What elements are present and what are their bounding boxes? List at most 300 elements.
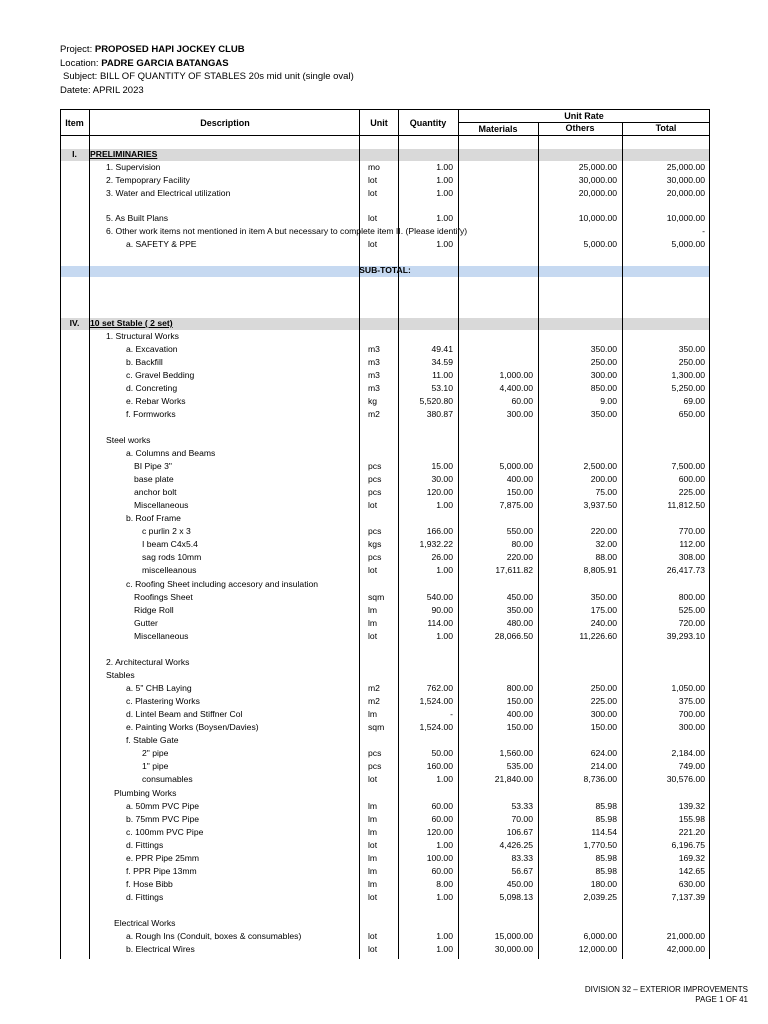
row-unit: m3: [368, 370, 380, 380]
table-row: [60, 943, 710, 956]
row-materials: 4,426.25: [499, 840, 533, 850]
row-description: a. SAFETY & PPE: [126, 239, 197, 249]
row-materials: 150.00: [506, 722, 533, 732]
row-total: 221.20: [678, 827, 705, 837]
table-row: [60, 643, 710, 656]
table-row: [60, 187, 710, 200]
row-unit: lot: [368, 631, 378, 641]
row-others: 114.54: [591, 827, 617, 837]
table-row: [60, 826, 710, 839]
table-row: [60, 917, 710, 930]
row-unit: lot: [368, 175, 378, 185]
row-materials: 53.33: [511, 801, 533, 811]
row-unit: m3: [368, 357, 380, 367]
date-value: APRIL 2023: [92, 84, 144, 96]
row-others: 25,000.00: [578, 162, 617, 172]
row-total: 1,050.00: [671, 683, 705, 693]
header-total: Total: [655, 123, 677, 133]
table-row: [60, 369, 710, 382]
row-total: 1,300.00: [671, 370, 705, 380]
row-materials: 17,611.82: [495, 565, 533, 575]
row-description: b. Backfill: [126, 357, 163, 367]
table-row: [60, 473, 710, 486]
row-others: 350.00: [590, 344, 617, 354]
row-others: 250.00: [590, 357, 617, 367]
row-unit: m2: [368, 409, 380, 419]
row-total: -: [702, 226, 705, 236]
row-description: 2. Tempoprary Facility: [106, 175, 190, 185]
row-unit: m3: [368, 383, 380, 393]
subject-line: [60, 70, 354, 84]
row-materials: 5,000.00: [499, 461, 533, 471]
row-description: BI Pipe 3": [134, 461, 172, 471]
row-total: 30,576.00: [666, 774, 705, 784]
table-row: [60, 238, 710, 251]
table-row: [60, 434, 710, 447]
footer-page-number: PAGE 1 OF 41: [695, 995, 748, 1004]
location-label: Location:: [60, 57, 99, 69]
table-row: [60, 421, 710, 434]
row-materials: 4,400.00: [499, 383, 533, 393]
row-quantity: 11.00: [432, 370, 453, 380]
table-top-border: [60, 109, 710, 110]
row-others: 11,226.60: [579, 631, 617, 641]
row-quantity: 60.00: [431, 866, 453, 876]
row-materials: 1,560.00: [499, 748, 533, 758]
row-total: 375.00: [678, 696, 705, 706]
row-total: 600.00: [678, 474, 705, 484]
row-description: a. 50mm PVC Pipe: [126, 801, 200, 811]
row-unit: pcs: [368, 487, 382, 497]
row-description: d. Fittings: [126, 892, 164, 902]
row-others: 12,000.00: [578, 944, 617, 954]
table-row: [60, 460, 710, 473]
row-quantity: 1.00: [436, 774, 453, 784]
row-materials: 21,840.00: [494, 774, 533, 784]
table-row: [60, 591, 710, 604]
table-row: [60, 395, 710, 408]
table-row: [60, 538, 710, 551]
table-row: [60, 551, 710, 564]
row-description: 1. Supervision: [106, 162, 161, 172]
row-description: Electrical Works: [114, 918, 176, 928]
row-description: d. Concreting: [126, 383, 178, 393]
row-unit: lot: [368, 213, 378, 223]
header-unit: Unit: [370, 118, 388, 128]
row-quantity: 60.00: [431, 801, 453, 811]
col-line-7: [709, 109, 710, 959]
row-description: 2" pipe: [142, 748, 169, 758]
table-row: [60, 330, 710, 343]
row-unit: lm: [368, 605, 378, 615]
table-row: [60, 225, 710, 238]
row-description: b. Roof Frame: [126, 513, 181, 523]
page-footer: [585, 985, 748, 1005]
location-line: [60, 57, 354, 71]
row-materials: 450.00: [506, 592, 533, 602]
table-row: [60, 499, 710, 512]
row-others: 32.00: [595, 539, 617, 549]
table-row: [60, 930, 710, 943]
row-materials: 400.00: [506, 474, 533, 484]
row-quantity: 1.00: [436, 188, 453, 198]
row-description: a. Excavation: [126, 344, 178, 354]
footer-division: DIVISION 32 – EXTERIOR IMPROVEMENTS: [584, 985, 748, 994]
row-others: 8,805.91: [583, 565, 617, 575]
row-description: f. Stable Gate: [126, 735, 179, 745]
row-total: 650.00: [678, 409, 705, 419]
row-materials: 550.00: [506, 526, 533, 536]
row-quantity: 50.00: [431, 748, 453, 758]
table-row: [60, 408, 710, 421]
table-row: [60, 682, 710, 695]
row-quantity: 540.00: [426, 592, 453, 602]
row-unit: lot: [368, 892, 378, 902]
table-row: [60, 161, 710, 174]
row-others: 225.00: [590, 696, 617, 706]
row-others: 9.00: [600, 396, 617, 406]
row-others: 300.00: [590, 370, 617, 380]
table-row: [60, 773, 710, 786]
row-quantity: 120.00: [426, 487, 453, 497]
table-row: [60, 891, 710, 904]
row-quantity: 15.00: [431, 461, 453, 471]
row-description: 3. Water and Electrical utilization: [106, 188, 231, 198]
row-unit: m2: [368, 683, 380, 693]
row-quantity: 166.00: [426, 526, 453, 536]
row-quantity: -: [450, 709, 453, 719]
row-quantity: 1.00: [436, 840, 453, 850]
row-total: 630.00: [678, 879, 705, 889]
project-value: PROPOSED HAPI JOCKEY CLUB: [94, 44, 245, 55]
row-materials: 150.00: [506, 696, 533, 706]
table-row: [60, 382, 710, 395]
row-total: 25,000.00: [666, 162, 705, 172]
row-total: 2,184.00: [671, 748, 705, 758]
row-unit: lm: [368, 801, 378, 811]
row-materials: 220.00: [506, 552, 533, 562]
row-quantity: 1.00: [436, 213, 453, 223]
row-quantity: 1.00: [436, 565, 453, 575]
row-materials: 1,000.00: [499, 370, 533, 380]
row-quantity: 8.00: [436, 879, 453, 889]
row-others: 214.00: [590, 761, 617, 771]
table-row: [60, 800, 710, 813]
row-unit: lm: [368, 709, 378, 719]
header-description: Description: [200, 118, 250, 128]
row-materials: 400.00: [506, 709, 533, 719]
row-total: 142.65: [678, 866, 705, 876]
table-row: [60, 747, 710, 760]
row-others: 240.00: [590, 618, 617, 628]
row-description: Miscellaneous: [134, 631, 189, 641]
row-quantity: 1.00: [436, 500, 453, 510]
row-quantity: 1.00: [436, 931, 453, 941]
header-quantity: Quantity: [409, 118, 447, 128]
row-unit: lot: [368, 565, 378, 575]
row-others: 850.00: [590, 383, 617, 393]
row-total: 10,000.00: [666, 213, 705, 223]
table-row: [60, 617, 710, 630]
row-others: 300.00: [590, 709, 617, 719]
row-unit: lot: [368, 239, 378, 249]
subject-label: Subject:: [63, 71, 98, 82]
row-quantity: 30.00: [431, 474, 453, 484]
row-others: 180.00: [590, 879, 617, 889]
row-description: 1" pipe: [142, 761, 169, 771]
row-unit: lm: [368, 866, 378, 876]
row-total: 5,000.00: [671, 239, 705, 249]
row-description: 2. Architectural Works: [106, 657, 190, 667]
row-unit: m2: [368, 696, 380, 706]
row-others: 350.00: [590, 409, 617, 419]
row-description: e. Painting Works (Boysen/Davies): [126, 722, 259, 732]
row-description: 6. Other work items not mentioned in item A but necessary to complete item II. (Please identify): [106, 226, 468, 236]
header-others: Others: [565, 123, 595, 133]
row-description: b. Electrical Wires: [126, 944, 195, 954]
row-description: Plumbing Works: [114, 788, 177, 798]
row-description: 1. Structural Works: [106, 331, 179, 341]
row-others: 30,000.00: [578, 175, 617, 185]
row-materials: 7,875.00: [499, 500, 533, 510]
row-quantity: 49.41: [431, 344, 453, 354]
row-unit: lm: [368, 814, 378, 824]
row-others: 200.00: [590, 474, 617, 484]
table-row: [60, 813, 710, 826]
table-row: [60, 343, 710, 356]
row-quantity: 1.00: [436, 239, 453, 249]
row-unit: m3: [368, 344, 380, 354]
row-total: 7,500.00: [671, 461, 705, 471]
table-row: [60, 317, 710, 330]
row-unit: pcs: [368, 552, 382, 562]
table-row: [60, 356, 710, 369]
table-row: [60, 486, 710, 499]
row-others: 85.98: [595, 801, 617, 811]
table-row: [60, 148, 710, 161]
subtotal-label: SUB-TOTAL:: [359, 265, 411, 275]
row-description: d. Fittings: [126, 840, 164, 850]
table-row: [60, 760, 710, 773]
table-row: [60, 708, 710, 721]
row-total: 6,196.75: [671, 840, 705, 850]
row-others: 6,000.00: [583, 931, 617, 941]
header-item: Item: [65, 118, 84, 128]
table-row: [60, 865, 710, 878]
table-row: [60, 852, 710, 865]
row-others: 2,039.25: [583, 892, 617, 902]
row-others: 1,770.50: [583, 840, 617, 850]
row-quantity: 53.10: [431, 383, 453, 393]
row-unit: lot: [368, 931, 378, 941]
table-row: [60, 839, 710, 852]
row-total: 800.00: [678, 592, 705, 602]
row-description: base plate: [134, 474, 174, 484]
table-row: [60, 447, 710, 460]
row-description: Roofings Sheet: [134, 592, 193, 602]
row-description: 10 set Stable ( 2 set): [90, 318, 173, 328]
row-others: 250.00: [590, 683, 617, 693]
row-total: 21,000.00: [666, 931, 705, 941]
row-quantity: 1.00: [436, 944, 453, 954]
row-quantity: 1,524.00: [419, 722, 453, 732]
row-description: miscelleanous: [142, 565, 197, 575]
row-quantity: 114.00: [427, 618, 453, 628]
table-row: [60, 656, 710, 669]
row-description: d. Lintel Beam and Stiffner Col: [126, 709, 243, 719]
row-unit: pcs: [368, 474, 382, 484]
table-row: [60, 512, 710, 525]
row-others: 85.98: [595, 866, 617, 876]
row-description: 5. As Built Plans: [106, 213, 169, 223]
row-others: 2,500.00: [583, 461, 617, 471]
row-unit: kg: [368, 396, 378, 406]
row-others: 85.98: [595, 853, 617, 863]
row-unit: lm: [368, 827, 378, 837]
row-others: 88.00: [595, 552, 617, 562]
row-total: 308.00: [678, 552, 705, 562]
row-materials: 150.00: [506, 487, 533, 497]
row-description: a. 5" CHB Laying: [126, 683, 192, 693]
row-materials: 106.67: [506, 827, 533, 837]
col-line-1: [89, 109, 90, 959]
row-others: 175.00: [590, 605, 617, 615]
row-description: c purlin 2 x 3: [142, 526, 191, 536]
row-quantity: 160.00: [426, 761, 453, 771]
header-bottom-border: [60, 135, 710, 136]
location-value: PADRE GARCIA BATANGAS: [101, 57, 229, 69]
table-row: [60, 174, 710, 187]
project-label: Project:: [60, 44, 93, 55]
row-total: 720.00: [678, 618, 705, 628]
row-description: e. PPR Pipe 25mm: [126, 853, 200, 863]
row-total: 749.00: [678, 761, 705, 771]
date-label: Datete:: [60, 84, 91, 96]
row-description: b. 75mm PVC Pipe: [126, 814, 200, 824]
row-total: 11,812.50: [667, 500, 705, 510]
row-description: f. Hose Bibb: [126, 879, 173, 889]
row-description: c. Gravel Bedding: [126, 370, 195, 380]
row-total: 700.00: [678, 709, 705, 719]
table-row: [60, 525, 710, 538]
row-total: 42,000.00: [666, 944, 705, 954]
row-others: 220.00: [590, 526, 617, 536]
row-quantity: 1.00: [436, 175, 453, 185]
col-line-0: [60, 109, 61, 959]
row-total: 20,000.00: [666, 188, 705, 198]
row-quantity: 1.00: [436, 631, 453, 641]
row-materials: 480.00: [506, 618, 533, 628]
row-description: f. PPR Pipe 13mm: [126, 866, 197, 876]
row-description: c. 100mm PVC Pipe: [126, 827, 204, 837]
row-others: 624.00: [590, 748, 617, 758]
header-materials: Materials: [478, 124, 518, 134]
row-quantity: 5,520.80: [419, 396, 453, 406]
row-total: 525.00: [678, 605, 705, 615]
row-unit: lot: [368, 944, 378, 954]
table-row: [60, 695, 710, 708]
row-unit: sqm: [368, 722, 385, 732]
project-line: [60, 43, 354, 57]
row-total: 69.00: [683, 396, 705, 406]
table-row: [60, 904, 710, 917]
row-unit: pcs: [368, 461, 382, 471]
row-total: 169.32: [678, 853, 705, 863]
row-quantity: 762.00: [426, 683, 453, 693]
boq-table: [60, 109, 710, 959]
date-line: [60, 84, 354, 98]
row-total: 300.00: [678, 722, 705, 732]
row-others: 3,937.50: [583, 500, 617, 510]
row-total: 30,000.00: [666, 175, 705, 185]
row-description: a. Rough Ins (Conduit, boxes & consumables): [126, 931, 302, 941]
subject-value: BILL OF QUANTITY OF STABLES 20s mid unit (single oval): [99, 71, 354, 82]
row-quantity: 1,524.00: [419, 696, 453, 706]
row-quantity: 120.00: [426, 827, 453, 837]
row-quantity: 380.87: [426, 409, 453, 419]
row-quantity: 26.00: [431, 552, 453, 562]
table-row: [60, 669, 710, 682]
row-unit: sqm: [368, 592, 385, 602]
row-description: sag rods 10mm: [142, 552, 202, 562]
row-materials: 80.00: [511, 539, 533, 549]
col-line-4: [458, 109, 459, 959]
row-materials: 800.00: [506, 683, 533, 693]
row-unit: kgs: [368, 539, 382, 549]
row-quantity: 1,932.22: [419, 539, 453, 549]
row-others: 8,736.00: [583, 774, 617, 784]
row-item: IV.: [69, 318, 80, 328]
row-materials: 535.00: [506, 761, 533, 771]
row-others: 75.00: [595, 487, 617, 497]
row-materials: 450.00: [506, 879, 533, 889]
row-description: Miscellaneous: [134, 500, 189, 510]
row-others: 85.98: [595, 814, 617, 824]
row-quantity: 60.00: [431, 814, 453, 824]
row-others: 10,000.00: [578, 213, 617, 223]
row-description: Gutter: [134, 618, 158, 628]
row-materials: 15,000.00: [494, 931, 533, 941]
row-unit: mo: [368, 162, 380, 172]
row-unit: lot: [368, 774, 378, 784]
row-quantity: 34.59: [431, 357, 453, 367]
row-others: 150.00: [590, 722, 617, 732]
row-total: 139.32: [678, 801, 705, 811]
row-description: f. Formworks: [126, 409, 176, 419]
row-unit: lot: [368, 500, 378, 510]
row-total: 350.00: [678, 344, 705, 354]
table-row: [60, 564, 710, 577]
row-description: e. Rebar Works: [126, 396, 186, 406]
row-others: 350.00: [590, 592, 617, 602]
row-quantity: 1.00: [436, 162, 453, 172]
row-description: Steel works: [106, 435, 151, 445]
row-materials: 28,066.50: [494, 631, 533, 641]
table-row: [60, 212, 710, 225]
row-unit: lm: [368, 618, 378, 628]
row-others: 5,000.00: [583, 239, 617, 249]
table-row: [60, 787, 710, 800]
col-line-2: [359, 109, 360, 959]
row-materials: 30,000.00: [494, 944, 533, 954]
row-unit: lm: [368, 879, 378, 889]
row-description: PRELIMINARIES: [90, 149, 158, 159]
header-unit-rate: Unit Rate: [564, 111, 604, 121]
row-materials: 300.00: [506, 409, 533, 419]
table-row: [60, 604, 710, 617]
row-unit: pcs: [368, 748, 382, 758]
row-total: 155.98: [678, 814, 705, 824]
